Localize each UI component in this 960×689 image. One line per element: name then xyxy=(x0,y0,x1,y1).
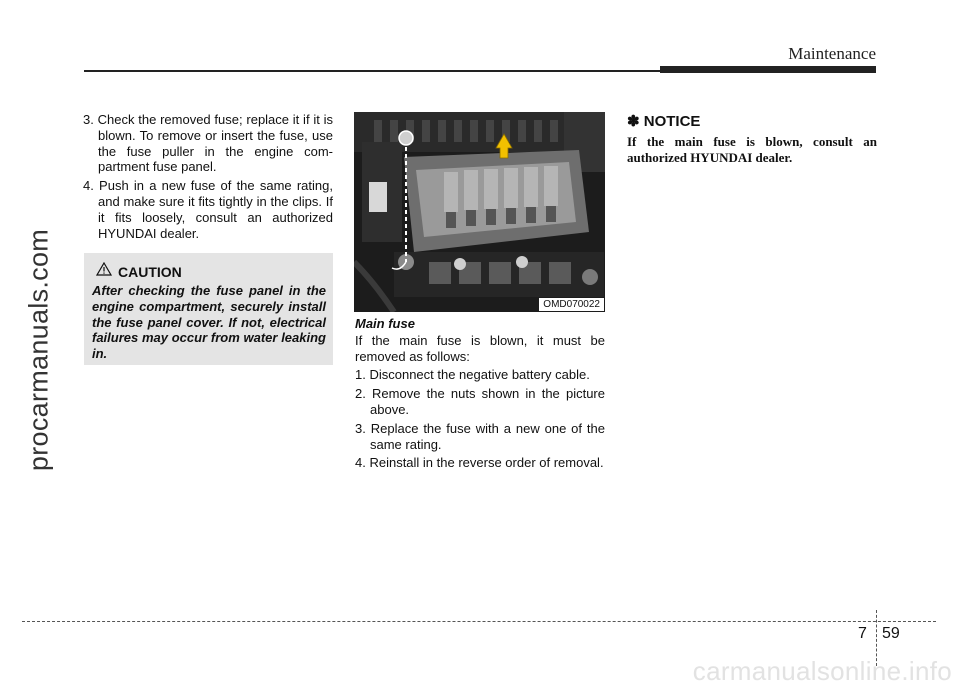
main-fuse-intro: If the main fuse is blown, it must be removed as follows: xyxy=(355,332,605,364)
notice-text: If the main fuse is blown, consult an authorized HYUNDAI dealer. xyxy=(627,134,877,165)
main-fuse-section xyxy=(355,316,605,474)
notice-section xyxy=(627,112,877,166)
figure-caption: OMD070022 xyxy=(539,298,604,311)
fuse-panel-photo xyxy=(354,112,605,312)
section-title: Maintenance xyxy=(788,44,876,63)
main-fuse-step-2: 2. Remove the nuts shown in the picture above. xyxy=(355,386,605,417)
caution-title: CAUTION xyxy=(118,263,182,280)
step-4: 4. Push in a new fuse of the same rating, and make sure it fits tightly in the clips. If it fits loosely, consult an authorized HYUNDAI dealer. xyxy=(83,178,333,241)
main-fuse-step-1: 1. Disconnect the negative battery cable. xyxy=(355,367,590,383)
page-number: 59 xyxy=(882,625,900,642)
caution-header xyxy=(96,262,182,281)
warning-triangle-icon xyxy=(96,262,112,281)
left-column xyxy=(83,112,333,244)
header-rule xyxy=(84,70,664,72)
notice-heading xyxy=(627,112,877,130)
main-fuse-heading: Main fuse xyxy=(355,316,415,331)
header-rule-bar xyxy=(660,66,876,73)
chapter-number: 7 xyxy=(858,625,867,642)
fuse-panel-illustration xyxy=(354,112,605,312)
main-fuse-step-4: 4. Reinstall in the reverse order of removal. xyxy=(355,455,604,471)
side-watermark xyxy=(9,220,69,480)
caution-text: After checking the fuse panel in the engine compartment, securely install the fuse panel cover. If not, electrical failures may occur from water leaking in. xyxy=(92,283,326,362)
side-watermark-text: procarmanuals.com xyxy=(23,228,54,472)
caution-box xyxy=(84,253,333,365)
step-3: 3. Check the removed fuse; replace it if it is blown. To remove or insert the fuse, use the fuse puller in the engine com-partment fuse panel. xyxy=(83,112,333,175)
notice-title: NOTICE xyxy=(643,113,701,130)
footer-rule xyxy=(22,621,936,622)
bottom-watermark: carmanualsonline.info xyxy=(692,656,952,686)
notice-star-icon: ✽ xyxy=(627,113,640,130)
main-fuse-step-3: 3. Replace the fuse with a new one of the same rating. xyxy=(355,420,605,452)
